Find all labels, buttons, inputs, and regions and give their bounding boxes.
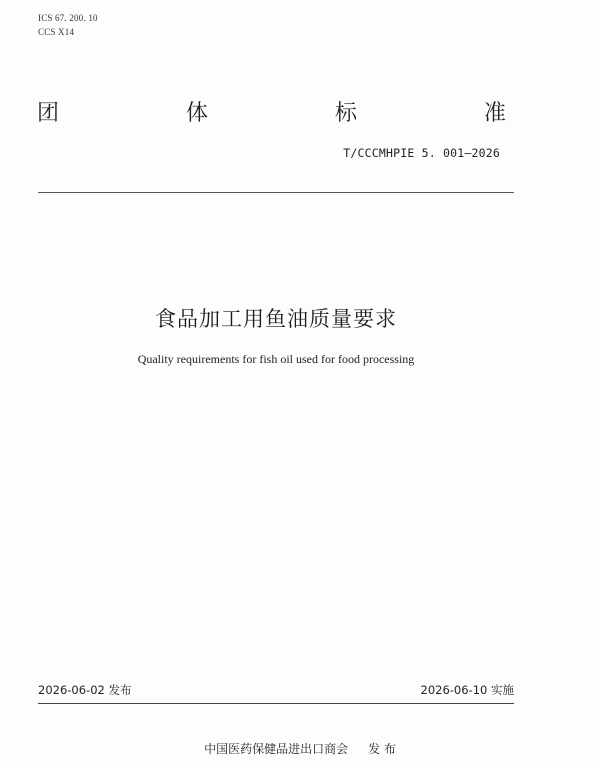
issuer-name: 中国医药保健品进出口商会 — [204, 742, 349, 756]
top-divider — [38, 192, 514, 193]
issuer-action: 发 布 — [368, 742, 396, 756]
standard-number: T/CCCMHPIE 5. 001—2026 — [343, 146, 500, 160]
document-title-english: Quality requirements for fish oil used for food processing — [137, 352, 415, 366]
heading-char-4: 准 — [484, 101, 507, 126]
ics-code: ICS 67. 200. 10 — [38, 13, 98, 23]
document-title-chinese: 食品加工用鱼油质量要求 — [155, 307, 397, 331]
issuing-organization — [0, 740, 600, 757]
standard-type-heading — [0, 96, 600, 128]
classification-codes — [38, 11, 98, 39]
heading-char-1: 团 — [37, 101, 60, 126]
ccs-code: CCS X14 — [38, 27, 75, 37]
implementation-date: 2026-06-10 实施 — [420, 683, 514, 697]
bottom-divider — [38, 703, 514, 704]
publish-date: 2026-06-02 发布 — [38, 683, 132, 697]
heading-char-3: 标 — [335, 101, 358, 126]
heading-char-2: 体 — [186, 101, 209, 126]
